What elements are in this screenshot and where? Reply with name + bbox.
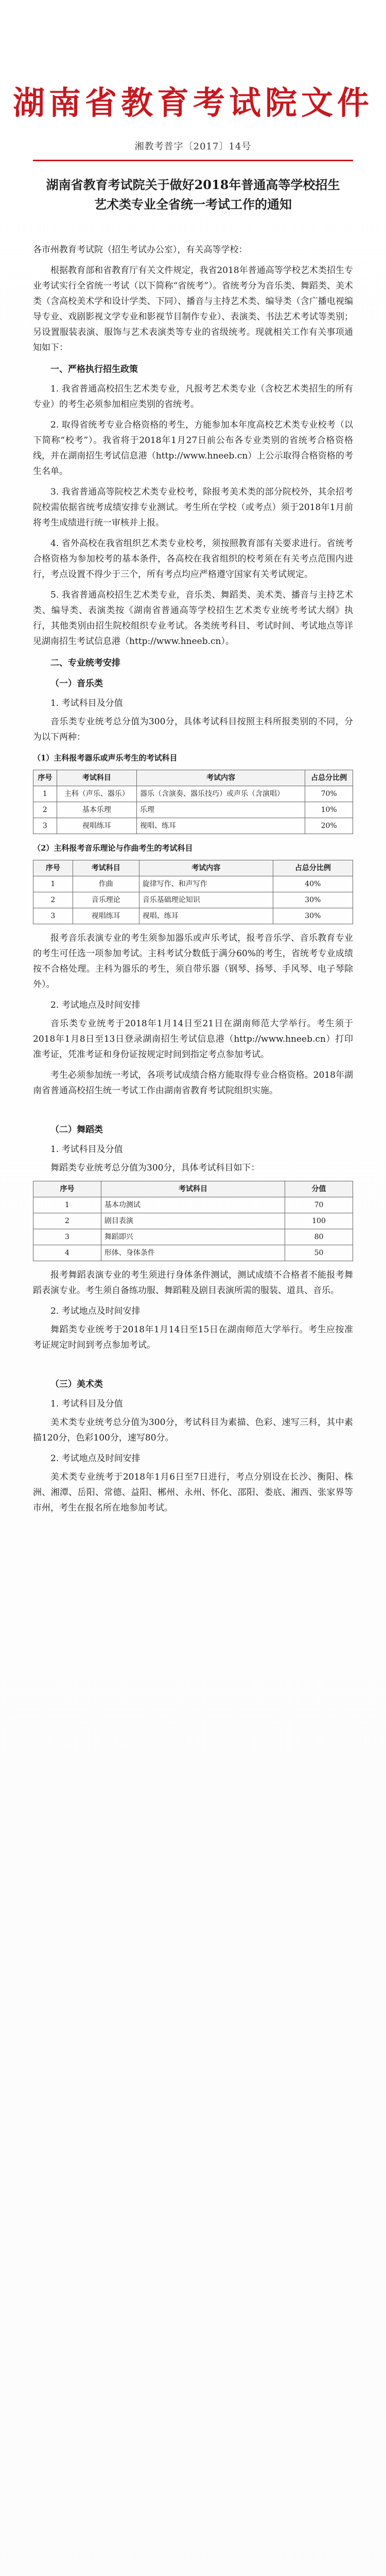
table-cell: 基本功测试: [101, 1197, 285, 1213]
section-2-title: 二、专业统考安排: [50, 658, 120, 668]
table-cell: 音乐理论: [73, 892, 139, 908]
dance-subjects-paragraph: 舞蹈类专业统考总分值为300分，具体考试科目如下：: [50, 1163, 260, 1173]
table-cell: 30%: [273, 892, 353, 908]
spacer: [33, 1104, 353, 1117]
table-cell: 视唱、练耳: [139, 908, 273, 924]
music-location-paragraph: 音乐类专业统考于2018年1月14日至21日在湖南师范大学举行。考生须于2018年1月8日至13日登录湖南招生考试信息港（http://www.hneeb.cn）打印准考证，凭准考证和身份证按规定时间到指定考点参加考试。: [33, 1019, 353, 1060]
subsection-art-title: （三）美术类: [50, 1379, 103, 1389]
subsection-music-title: （一）音乐类: [50, 679, 103, 689]
table-cell: 100: [285, 1213, 353, 1229]
recipients: 各市州教育考试院（招生考试办公室），有关高等学校：: [33, 245, 248, 255]
music-subjects-title: 1. 考试科目及分值: [50, 698, 123, 708]
dance-note: 报考舞蹈表演专业的考生须进行身体条件测试，测试成绩不合格者不能报考舞蹈表演专业。考生须自备练功服、舞蹈鞋及剧目表演所需的服装、道具、音乐。: [33, 1270, 353, 1296]
notice-title: 湖南省教育考试院关于做好2018年普通高等学校招生艺术类专业全省统一考试工作的通知: [46, 177, 340, 212]
table-row: [33, 802, 353, 818]
table-cell: 1: [33, 1197, 101, 1213]
table-header: 考试科目: [101, 1181, 285, 1197]
table-cell: 80: [285, 1229, 353, 1245]
table-header: 占总分比例: [305, 770, 353, 786]
dance-subjects-table: [33, 1181, 353, 1261]
music-subjects-table: [33, 770, 353, 834]
table-header: 序号: [33, 770, 57, 786]
dance-location-paragraph: 舞蹈类专业统考于2018年1月14日至15日在湖南师范大学举行。考生应按准考证规定时间到考点参加考试。: [33, 1325, 353, 1350]
table-cell: 舞蹈即兴: [101, 1229, 285, 1245]
music-location-title: 2. 考试地点及时间安排: [50, 1000, 141, 1010]
table-row: [33, 892, 353, 908]
table-header: 考试内容: [139, 860, 273, 876]
table-cell: 器乐（含演奏、器乐技巧）或声乐（含演唱）: [137, 786, 305, 802]
intro-paragraph: 根据教育部和省教育厅有关文件规定，我省2018年普通高等学校艺术类招生专业考试实行全省统一考试（以下简称“省统考”）。省统考分为音乐类、舞蹈类、美术类（含高校美术学和设计学类、下同）、播音与主持艺术类、编导类（含广播电视编导专业、戏剧影视文学专业和影视节目制作专业）、表演类、书法艺术考试等类别；另设置服装表演、服饰与艺术表演类等专业的省级统考。现就相关工作有关事项通知如下：: [33, 265, 353, 353]
music-theory-table: [33, 860, 353, 924]
table-header: 考试内容: [137, 770, 305, 786]
art-subjects-title: 1. 考试科目及分值: [50, 1399, 123, 1409]
table-cell: 剧目表演: [101, 1213, 285, 1229]
table-cell: 4: [33, 1245, 101, 1261]
table-row: [33, 786, 353, 802]
table-header: 序号: [33, 860, 73, 876]
music-subjects-paragraph: 音乐类专业统考总分值为300分，具体考试科目按照主科所报类别的不同，分为以下两种：: [33, 717, 353, 742]
table-cell: 3: [33, 818, 57, 834]
table-header: 序号: [33, 1181, 101, 1197]
table-row: [33, 1229, 353, 1245]
section-1-paragraph: 2. 取得省统考专业合格资格的考生，方能参加本年度高校艺术类专业校考（以下简称“校考”）。我省将于2018年1月27日前公布各专业类别的省统考合格资格线，并在湖南招生考试信息港（http://www.hneeb.cn）上公示取得合格资格的考生名单。: [33, 420, 353, 477]
table-cell: 视唱练耳: [57, 818, 136, 834]
subsection-dance-title: （二）舞蹈类: [50, 1125, 103, 1135]
table-cell: 音乐基础理论知识: [139, 892, 273, 908]
table-cell: 70%: [305, 786, 353, 802]
table-row: [33, 908, 353, 924]
section-1-paragraph: 4. 省外高校在我省组织艺术类专业校考，须按照教育部有关要求进行。省统考合格资格为参加校考的基本条件，各高校在我省组织的校考须在有关考点范围内进行，考点设置不得少于三个，所有考点均应严格遵守国家有关考试规定。: [33, 538, 353, 580]
table2-caption: （2）主科报考音乐理论与作曲考生的考试科目: [33, 843, 193, 853]
table-cell: 20%: [305, 818, 353, 834]
table-cell: 主科（声乐、器乐）: [57, 786, 136, 802]
issuer-title: 湖南省教育考试院文件: [12, 84, 373, 122]
table-cell: 30%: [273, 908, 353, 924]
art-location-title: 2. 考试地点及时间安排: [50, 1453, 141, 1464]
table-cell: 形体、身体条件: [101, 1245, 285, 1261]
table-row: [33, 876, 353, 892]
table-cell: 70: [285, 1197, 353, 1213]
table-row: [33, 1197, 353, 1213]
section-1-paragraph: 3. 我省普通高等院校艺术类专业校考，除报考美术类的部分院校外，其余招考院校需依据省统考成绩安排专业测试。考生所在学校（或考点）须于2018年1月前将考生成绩进行统一审核并上报。: [33, 487, 353, 528]
music-location-paragraph-2: 考生必须参加统一考试，各项考试成绩合格方能取得专业合格资格。2018年湖南省普通高校招生统一考试工作由湖南省教育考试院组织实施。: [33, 1070, 353, 1096]
table-header: 占总分比例: [273, 860, 353, 876]
table-cell: 50: [285, 1245, 353, 1261]
table-cell: 2: [33, 802, 57, 818]
table-row: [33, 1245, 353, 1261]
table-header: 考试科目: [57, 770, 136, 786]
table-cell: 基本乐理: [57, 802, 136, 818]
table-cell: 1: [33, 786, 57, 802]
table-cell: 10%: [305, 802, 353, 818]
dance-location-title: 2. 考试地点及时间安排: [50, 1306, 141, 1316]
dance-subjects-title: 1. 考试科目及分值: [50, 1144, 123, 1155]
music-note: 报考音乐表演专业的考生须参加器乐或声乐考试，报考音乐学、音乐教育专业的考生可任选一项参加考试。主科考试分数低于满分60%的考生，省统考专业成绩按不合格处理。主科为器乐的考生，须自带乐器（钢琴、扬琴、手风琴、电子琴除外）。: [33, 933, 353, 990]
table-row: [33, 1213, 353, 1229]
section-1-paragraph: 1. 我省普通高校招生艺术类专业，凡报考艺术类专业（含校艺术类招生的所有专业）的考生必须参加相应类别的省统考。: [33, 384, 353, 410]
table-cell: 2: [33, 1213, 101, 1229]
table-cell: 作曲: [73, 876, 139, 892]
document-number: 湘教考普字〔2017〕14号: [134, 141, 252, 152]
table-cell: 2: [33, 892, 73, 908]
table1-caption: （1）主科报考器乐或声乐考生的考试科目: [33, 753, 178, 762]
header-divider: [33, 160, 353, 161]
section-1-paragraph: 5. 我省普通高校招生艺术类专业，音乐类、舞蹈类、美术类、播音与主持艺术类、编导类、表演类按《湖南省普通高等学校招生艺术类专业统考考试大纲》执行，其他类别由招生院校组织专业考试。各类统考科目、考试时间、考试地点等详见湖南招生考试信息港（http://www.hneeb.cn）。: [33, 590, 353, 647]
table-header: 考试科目: [73, 860, 139, 876]
table-cell: 3: [33, 908, 73, 924]
document-body: [33, 242, 353, 1521]
art-location-paragraph: 美术类专业统考于2018年1月6日至7日进行，考点分别设在长沙、衡阳、株洲、湘潭、岳阳、常德、益阳、郴州、永州、怀化、邵阳、娄底、湘西、张家界等市州，考生在报名所在地参加考试。: [33, 1472, 353, 1513]
table-header: 分值: [285, 1181, 353, 1197]
section-1-title: 一、严格执行招生政策: [50, 364, 138, 375]
table-cell: 乐理: [137, 802, 305, 818]
table-cell: 40%: [273, 876, 353, 892]
table-cell: 3: [33, 1229, 101, 1245]
table-cell: 视唱练耳: [73, 908, 139, 924]
table-row: [33, 818, 353, 834]
table-cell: 1: [33, 876, 73, 892]
table-cell: 视唱、练耳: [137, 818, 305, 834]
spacer: [33, 1358, 353, 1371]
document-header: [0, 0, 386, 268]
table-cell: 旋律写作、和声写作: [139, 876, 273, 892]
art-subjects-paragraph: 美术类专业统考总分值为300分，考试科目为素描、色彩、速写三科，其中素描120分，色彩100分，速写80分。: [33, 1417, 353, 1443]
